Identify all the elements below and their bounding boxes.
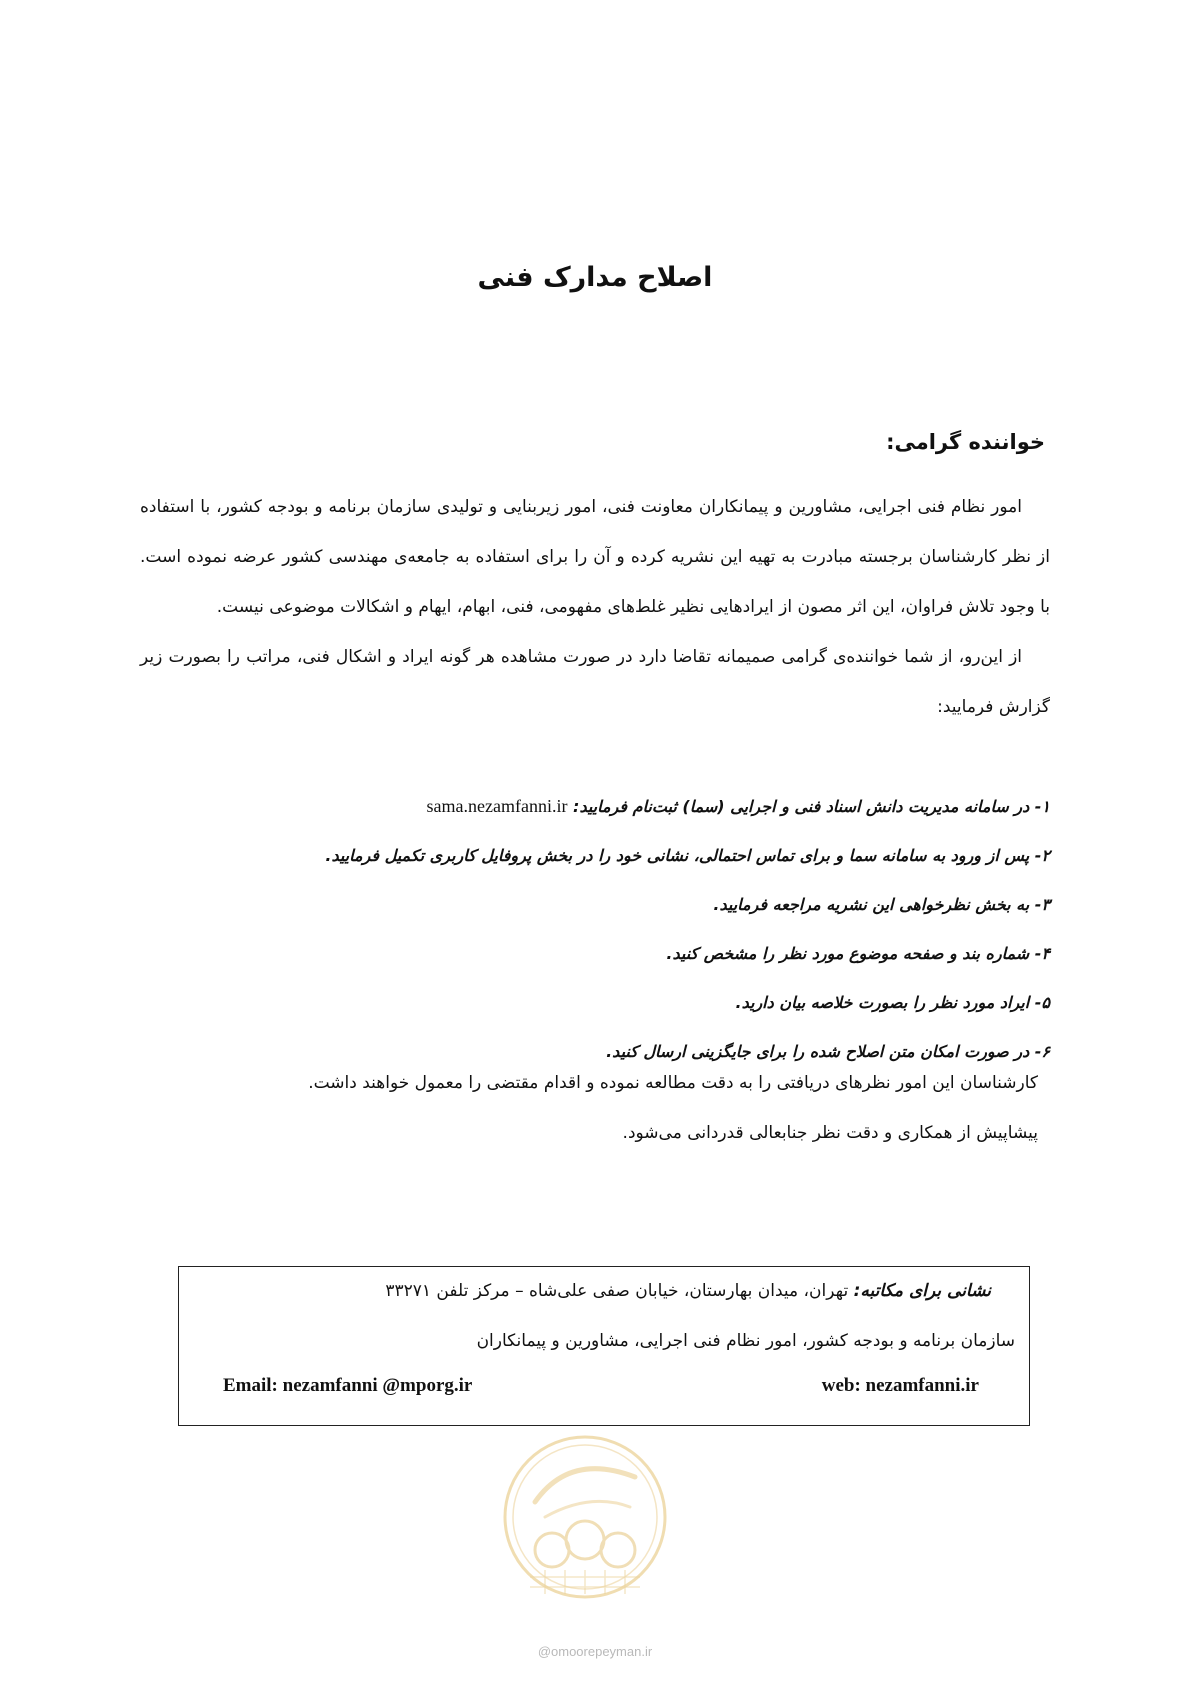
step-item: ۴- شماره بند و صفحه موضوع مورد نظر را مشخص کنید. (666, 944, 1050, 963)
address-line-2: سازمان برنامه و بودجه کشور، امور نظام فنی اجرایی، مشاورین و پیمانکاران (476, 1331, 1015, 1351)
paragraph-1: امور نظام فنی اجرایی، مشاورین و پیمانکاران معاونت فنی، امور زیربنایی و تولیدی سازمان برنامه و بودجه کشور، با استفاده از نظر کارشناسان برجسته مبادرت به تهیه این نشریه کرده و آن را برای استفاده به جامعه‌ی مهندسی کشور عرضه نموده است. با وجود تلاش فراوان، این اثر مصون از ایرادهایی نظیر غلط‌های مفهومی، فنی، ابهام، ایهام و اشکالات موضوعی نیست. (140, 497, 1050, 617)
watermark-logo-icon (500, 1432, 670, 1602)
step-item: ۳- به بخش نظرخواهی این نشریه مراجعه فرمایید. (713, 895, 1050, 914)
website-address[interactable]: web: nezamfanni.ir (821, 1375, 979, 1396)
intro-text (140, 482, 1050, 732)
step-item: ۵- ایراد مورد نظر را بصورت خلاصه بیان دارید. (735, 993, 1050, 1012)
step-item (140, 782, 1050, 831)
address-line-1 (385, 1281, 991, 1301)
closing-line-1: کارشناسان این امور نظرهای دریافتی را به دقت مطالعه نموده و اقدام مقتضی را معمول خواهند داشت. (308, 1073, 1038, 1093)
email-address[interactable]: Email: nezamfanni @mporg.ir (223, 1375, 473, 1396)
step-item: ۲- پس از ورود به سامانه سما و برای تماس احتمالی، نشانی خود را در بخش پروفایل کاربری تکمیل فرمایید. (325, 846, 1050, 865)
page-title: اصلاح مدارک فنی (477, 262, 713, 293)
step-text: ۱- در سامانه مدیریت دانش اسناد فنی و اجرایی (سما) ثبت‌نام فرمایید: (573, 797, 1050, 816)
paragraph-2: از این‌رو، از شما خواننده‌ی گرامی صمیمانه تقاضا دارد در صورت مشاهده هر گونه ایراد و اشکال فنی، مراتب را بصورت زیر گزارش فرمایید: (140, 647, 1050, 717)
sama-link[interactable]: sama.nezamfanni.ir (426, 796, 568, 816)
address-text: تهران، میدان بهارستان، خیابان صفی علی‌شاه – مرکز تلفن ۳۳۲۷۱ (385, 1281, 849, 1301)
closing-text (140, 1058, 1050, 1158)
steps-list (140, 782, 1050, 1076)
salutation: خواننده گرامی: (886, 430, 1045, 454)
address-label: نشانی برای مکاتبه: (853, 1281, 991, 1301)
address-box (178, 1266, 1030, 1426)
watermark-site: @omoorepeyman.ir (537, 1644, 653, 1659)
closing-line-2: پیشاپیش از همکاری و دقت نظر جنابعالی قدردانی می‌شود. (622, 1123, 1038, 1143)
step-item: ۶- در صورت امکان متن اصلاح شده را برای جایگزینی ارسال کنید. (606, 1042, 1050, 1061)
